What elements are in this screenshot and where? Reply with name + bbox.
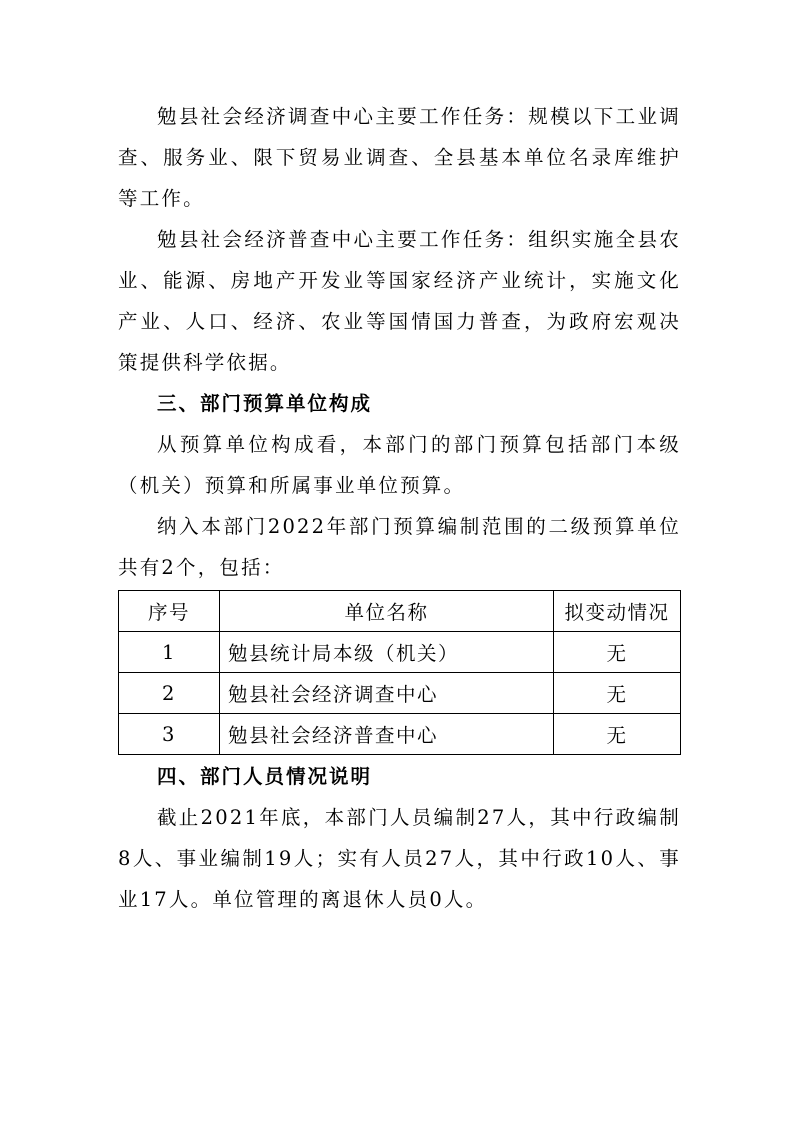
paragraph-budget-composition: 从预算单位构成看，本部门的部门预算包括部门本级（机关）预算和所属事业单位预算。 xyxy=(118,433,681,497)
section-heading-staffing: 四、部门人员情况说明 xyxy=(157,765,373,788)
section-heading-budget-units: 三、部门预算单位构成 xyxy=(157,392,373,415)
budget-units-table xyxy=(118,590,681,755)
document-page xyxy=(118,96,681,920)
paragraph-budget-scope: 纳入本部门2022年部门预算编制范围的二级预算单位共有2个，包括： xyxy=(118,515,681,579)
table-cell-no: 1 xyxy=(119,632,220,673)
table-cell-no: 3 xyxy=(119,714,220,755)
paragraph-survey-center: 勉县社会经济调查中心主要工作任务：规模以下工业调查、服务业、限下贸易业调查、全县基本单位名录库维护等工作。 xyxy=(118,105,681,210)
table-header-row xyxy=(119,591,681,632)
table-header-unit-name: 单位名称 xyxy=(220,591,554,632)
table-cell-change: 无 xyxy=(554,714,681,755)
table-header-no: 序号 xyxy=(119,591,220,632)
table-header-change: 拟变动情况 xyxy=(554,591,681,632)
table-cell-no: 2 xyxy=(119,673,220,714)
paragraph-staffing: 截止2021年底，本部门人员编制27人，其中行政编制8人、事业编制19人；实有人员27人，其中行政10人、事业17人。单位管理的离退休人员0人。 xyxy=(118,806,681,911)
table-row xyxy=(119,673,681,714)
paragraph-census-center: 勉县社会经济普查中心主要工作任务：组织实施全县农业、能源、房地产开发业等国家经济产业统计，实施文化产业、人口、经济、农业等国情国力普查，为政府宏观决策提供科学依据。 xyxy=(118,228,681,374)
table-cell-unit-name: 勉县社会经济调查中心 xyxy=(220,673,554,714)
table-row xyxy=(119,632,681,673)
table-cell-unit-name: 勉县社会经济普查中心 xyxy=(220,714,554,755)
table-cell-change: 无 xyxy=(554,673,681,714)
table-cell-change: 无 xyxy=(554,632,681,673)
table-cell-unit-name: 勉县统计局本级（机关） xyxy=(220,632,554,673)
table-row xyxy=(119,714,681,755)
